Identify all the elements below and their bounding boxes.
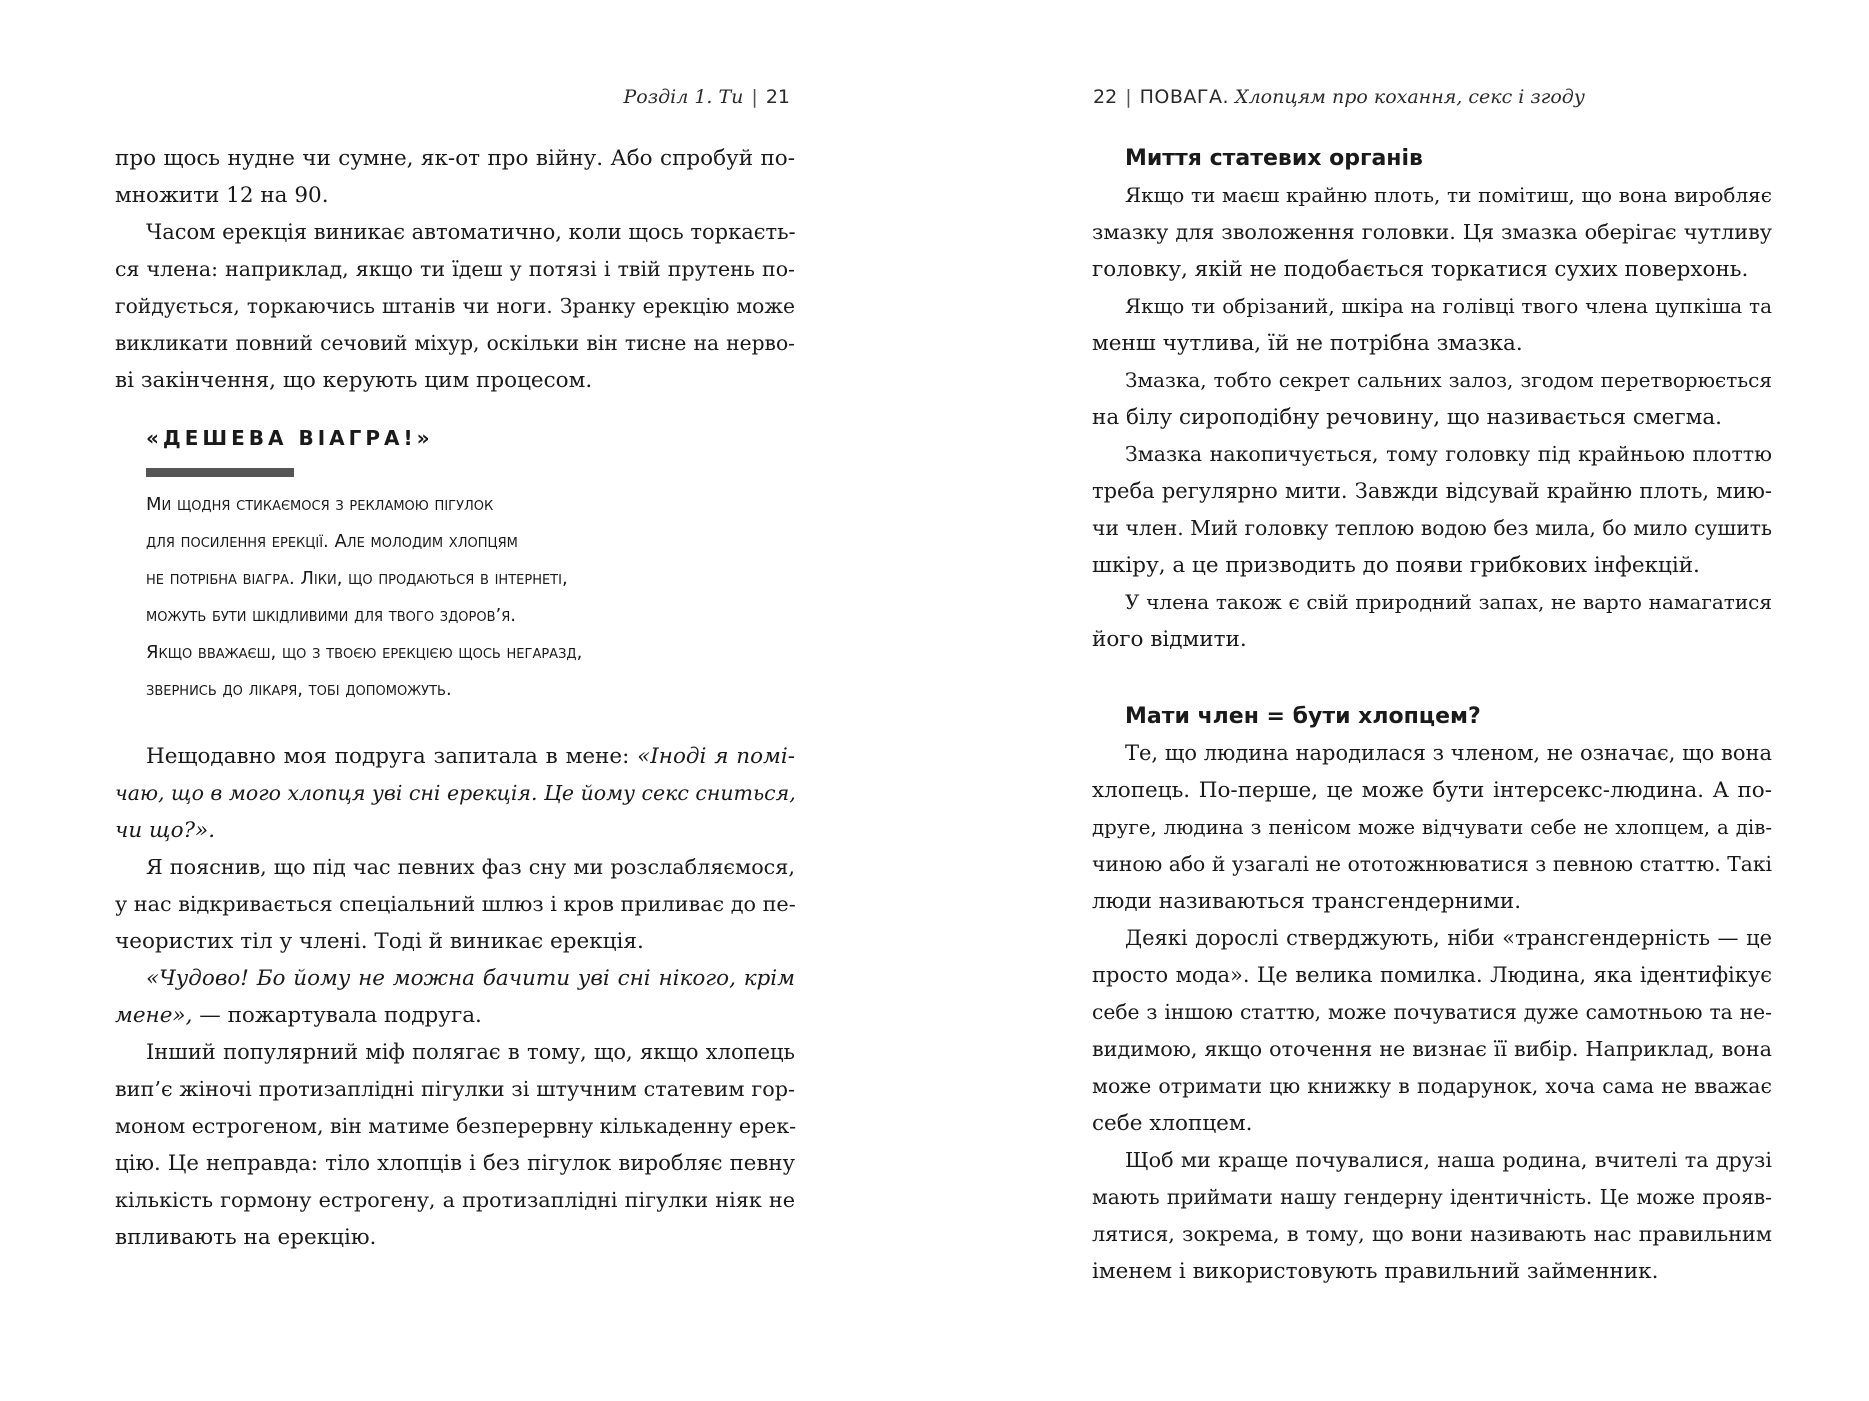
quote-line: чаю, що в мого хлопця уві сні ерекція. Це йому секс сниться, — [115, 781, 796, 805]
body-line: Інший популярний міф полягає в тому, що, якщо хлопець — [146, 1040, 795, 1064]
body-line: хлопець. По-перше, це може бути інтерсекс-людина. А по- — [1092, 778, 1772, 803]
body-line: чиною або й узагалі не ототожнюватися з певною статтю. Такі — [1092, 852, 1772, 876]
body-line: у нас відкривається спеціальний шлюз і кров приливає до пе- — [115, 892, 796, 916]
sidebar-line: для посилення ерекції. Але молодим хлопцям — [146, 531, 518, 552]
page-number: 22 — [1093, 86, 1118, 108]
body-line: треба регулярно мити. Завжди відсувай крайню плоть, мию- — [1092, 479, 1772, 503]
body-line: Щоб ми краще почувалися, наша родина, вчителі та друзі — [1125, 1148, 1772, 1172]
body-line: змазку для зволоження головки. Ця змазка оберігає чутливу — [1092, 220, 1772, 244]
body-line: впливають на ерекцію. — [115, 1225, 377, 1250]
body-line: себе з іншою статтю, може почуватися дуже самотньою та не- — [1092, 1000, 1772, 1024]
body-line: Якщо ти маєш крайню плоть, ти помітиш, що вона виробляє — [1125, 183, 1772, 207]
body-line: цію. Це неправда: тіло хлопців і без пігулок виробляє певну — [115, 1151, 795, 1176]
body-line: Те, що людина народилася з членом, не означає, що вона — [1125, 741, 1772, 765]
body-line — [146, 738, 795, 775]
book-subtitle: Хлопцям про кохання, секс і згоду — [1235, 86, 1585, 108]
header-separator: | — [751, 86, 758, 108]
sidebar-line: Ми щодня стикаємося з рекламою пігулок — [146, 494, 494, 515]
body-line: просто мода». Це велика помилка. Людина, яка ідентифікує — [1092, 963, 1772, 987]
sidebar-heading: «ДЕШЕВА ВІАГРА!» — [146, 426, 434, 450]
body-line: Змазка, тобто секрет сальних залоз, згодом перетворюється — [1125, 368, 1772, 392]
body-text: — пожартувала подруга. — [192, 1003, 482, 1028]
body-line: викликати повний сечовий міхур, оскільки він тисне на нерво- — [115, 331, 795, 355]
title-dot: . — [1222, 86, 1229, 108]
body-line: може отримати цю книжку в подарунок, хоча сама не вважає — [1092, 1074, 1772, 1098]
body-line: його відмити. — [1092, 627, 1247, 652]
page-number: 21 — [765, 86, 790, 108]
body-line: ся члена: наприклад, якщо ти їдеш у потязі і твій прутень по- — [115, 257, 795, 281]
body-line: ві закінчення, що керують цим процесом. — [115, 368, 593, 393]
body-line: гойдується, торкаючись штанів чи ноги. Зранку ерекцію може — [115, 294, 795, 318]
body-line: мають приймати нашу гендерну ідентичність. Це може прояв- — [1092, 1185, 1772, 1209]
sidebar-line: можуть бути шкідливими для твого здоров’я. — [146, 605, 516, 626]
quote-text: мене», — [115, 1003, 193, 1028]
chapter-title: Розділ 1. Ти — [623, 86, 744, 108]
body-line: моном естрогеном, він матиме безперервну кількаденну ерек- — [115, 1114, 797, 1138]
body-line: вип’є жіночі протизаплідні пігулки зі штучним статевим гор- — [115, 1077, 795, 1101]
sidebar-line: Якщо вважаєш, що з твоєю ерекцією щось негаразд, — [146, 642, 583, 663]
book-title: ПОВАГА — [1139, 86, 1223, 108]
body-line: У члена також є свій природний запах, не варто намагатися — [1125, 590, 1772, 614]
body-line: Якщо ти обрізаний, шкіра на голівці твого члена цупкіша та — [1125, 294, 1772, 318]
body-line: кількість гормону естрогену, а протизаплідні пігулки ніяк не — [115, 1188, 795, 1212]
header-separator: | — [1125, 86, 1132, 108]
running-head — [623, 86, 790, 108]
sidebar-line: не потрібна віагра. Ліки, що продаються в інтернеті, — [146, 568, 568, 589]
body-line: Змазка накопичується, тому головку під крайньою плоттю — [1125, 442, 1772, 466]
body-line: себе хлопцем. — [1092, 1111, 1253, 1136]
body-line: Деякі дорослі стверджують, ніби «трансгендерність — це — [1125, 926, 1772, 950]
body-line: друге, людина з пенісом може відчувати себе не хлопцем, а дів- — [1092, 816, 1772, 839]
body-line: шкіру, а це призводить до появи грибкових інфекцій. — [1092, 553, 1700, 578]
body-line — [115, 997, 795, 1034]
section-title: Миття статевих органів — [1125, 146, 1423, 171]
sidebar-line: звернись до лікаря, тобі допоможуть. — [146, 679, 452, 700]
right-page — [935, 0, 1869, 1401]
body-line: іменем і використовують правильний займенник. — [1092, 1259, 1659, 1284]
sidebar-rule — [146, 468, 294, 477]
body-line: Я пояснив, що під час певних фаз сну ми розслабляємося, — [146, 855, 795, 879]
quote-line: «Чудово! Бо йому не можна бачити уві сні нікого, крім — [146, 966, 795, 991]
body-line: люди називаються трансгендерними. — [1092, 889, 1522, 914]
body-line: чеористих тіл у члені. Тоді й виникає ерекція. — [115, 929, 644, 954]
body-line: множити 12 на 90. — [115, 183, 329, 208]
body-line: головку, якій не подобається торкатися сухих поверхонь. — [1092, 257, 1749, 282]
running-head — [1093, 86, 1585, 108]
body-line: на білу сироподібну речовину, що називається смегма. — [1092, 405, 1722, 430]
quote-line: чи що?». — [115, 818, 216, 843]
section-title: Мати член = бути хлопцем? — [1125, 704, 1481, 729]
body-line: менш чутлива, їй не потрібна змазка. — [1092, 331, 1523, 356]
body-line: Часом ерекція виникає автоматично, коли щось торкаєть- — [146, 220, 796, 244]
body-line: про щось нудне чи сумне, як-от про війну. Або спробуй по- — [115, 146, 795, 171]
quote-text: «Іноді я помі- — [637, 744, 795, 769]
body-line: лятися, зокрема, в тому, що вони називають нас правильним — [1092, 1222, 1772, 1246]
body-line: чи член. Мий головку теплою водою без мила, бо мило сушить — [1092, 516, 1772, 540]
body-text: Нещодавно моя подруга запитала в мене: — [146, 744, 638, 769]
body-line: видимою, якщо оточення не визнає її вибір. Наприклад, вона — [1092, 1037, 1772, 1061]
